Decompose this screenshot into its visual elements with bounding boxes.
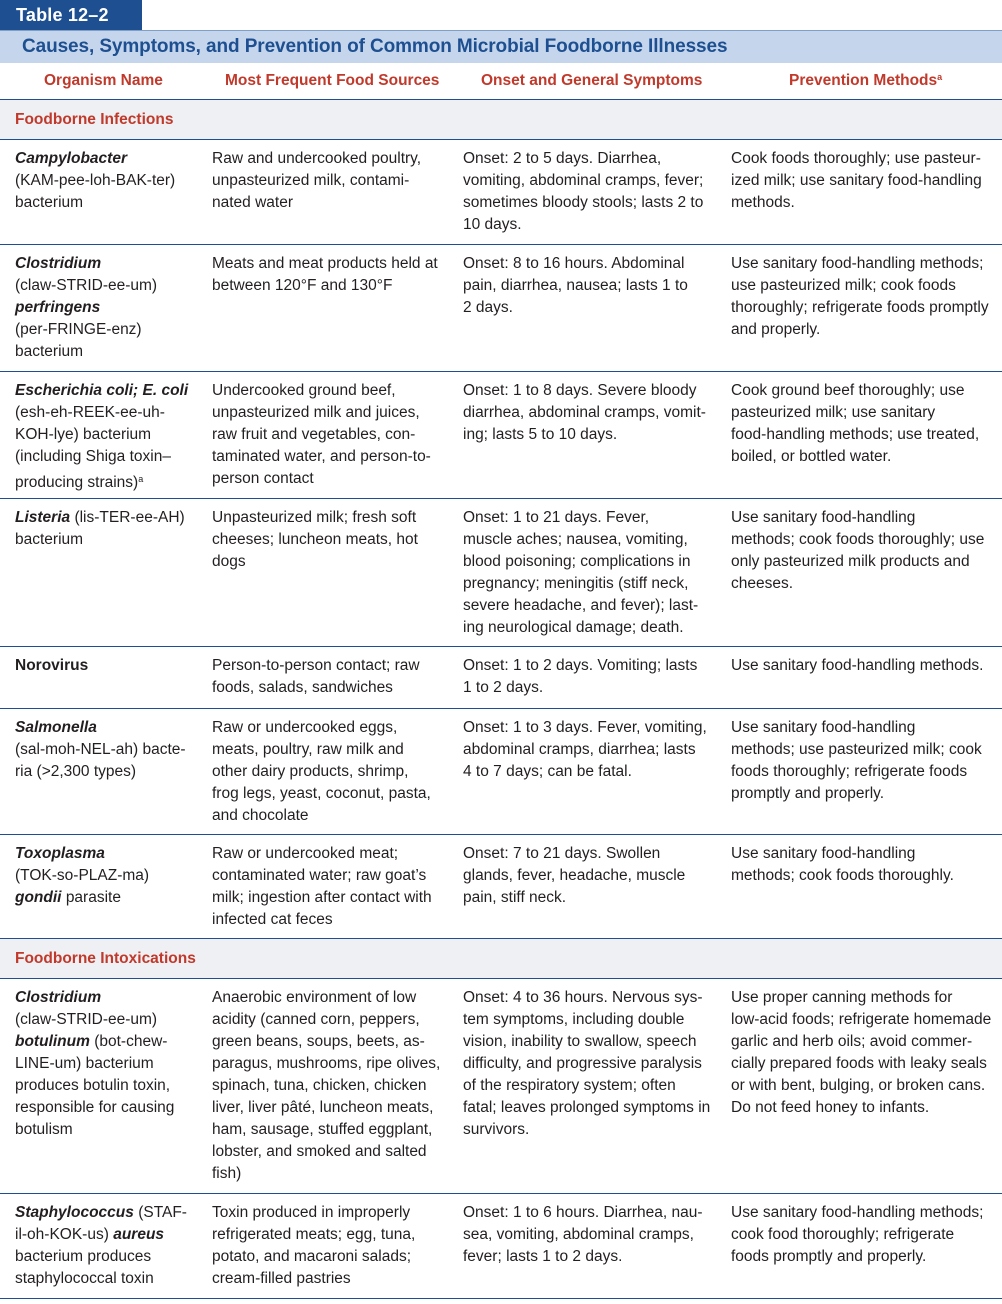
sources-cell: Raw and undercooked poultry, unpasteurized milk, contami- nated water: [212, 150, 422, 211]
column-header-organism: Organism Name: [44, 72, 163, 89]
table-row-staphylococcus: [0, 1194, 1002, 1299]
table-row-salmonella: [0, 709, 1002, 835]
table-row-norovirus: [0, 647, 1002, 709]
prevention-cell: Use proper canning methods for low-acid foods; refrigerate homemade garlic and herb oils; avoid commer- cially prepared foods with leaky seals or with bent, bulging, or broken cans. Do not feed honey to infants.: [731, 989, 992, 1116]
section-foodborne-infections: [0, 100, 1002, 140]
prevention-cell: Use sanitary food-handling methods; cook foods thoroughly.: [731, 845, 954, 884]
section-title: Foodborne Infections: [15, 111, 174, 128]
symptoms-cell: Onset: 1 to 8 days. Severe bloody diarrhea, abdominal cramps, vomit- ing; lasts 5 to 10 days.: [463, 382, 706, 443]
table-row-campylobacter: [0, 140, 1002, 245]
column-header-prevention: [789, 72, 942, 90]
table-title-bar: [0, 30, 1002, 63]
table-row-clostridium-botulinum: [0, 979, 1002, 1194]
prevention-cell: Use sanitary food-handling methods; cook foods thoroughly; use only pasteurized milk products and cheeses.: [731, 509, 985, 592]
organism-cell: Clostridium (claw-STRID-ee-um) botulinum (bot-chew- LINE-um) bacterium produces botulin toxin, responsible for causing botulism: [15, 989, 175, 1138]
table-row-toxoplasma: [0, 835, 1002, 939]
symptoms-cell: Onset: 1 to 2 days. Vomiting; lasts 1 to 2 days.: [463, 657, 698, 696]
sources-cell: Raw or undercooked eggs, meats, poultry, raw milk and other dairy products, shrimp, frog legs, yeast, coconut, pasta, and chocolate: [212, 719, 431, 824]
symptoms-cell: Onset: 7 to 21 days. Swollen glands, fever, headache, muscle pain, stiff neck.: [463, 845, 686, 906]
prevention-cell: Use sanitary food-handling methods; use pasteurized milk; cook foods thoroughly; refrigerate foods promptly and properly.: [731, 719, 982, 802]
table-row-clostridium-perfringens: [0, 245, 1002, 372]
organism-cell: Norovirus: [15, 657, 89, 674]
table-row-listeria: [0, 499, 1002, 647]
section-foodborne-intoxications: [0, 939, 1002, 979]
symptoms-cell: Onset: 8 to 16 hours. Abdominal pain, diarrhea, nausea; lasts 1 to 2 days.: [463, 255, 688, 316]
organism-cell: Campylobacter (KAM-pee-loh-BAK-ter) bacterium: [15, 150, 176, 211]
sources-cell: Undercooked ground beef, unpasteurized milk and juices, raw fruit and vegetables, con- taminated water, and person-to- person contact: [212, 382, 431, 487]
column-header-prevention-text: Prevention Methods: [789, 72, 938, 89]
section-title: Foodborne Intoxications: [15, 950, 196, 967]
prevention-cell: Use sanitary food-handling methods; use pasteurized milk; cook foods thoroughly; refrigerate foods promptly and properly.: [731, 255, 989, 338]
table-row-ecoli: [0, 372, 1002, 499]
sources-cell: Unpasteurized milk; fresh soft cheeses; luncheon meats, hot dogs: [212, 509, 418, 570]
symptoms-cell: Onset: 1 to 21 days. Fever, muscle aches; nausea, vomiting, blood poisoning; complications in pregnancy; meningitis (stiff neck, severe headache, and fever); last- ing neurological damage; death.: [463, 509, 699, 636]
symptoms-cell: Onset: 1 to 3 days. Fever, vomiting, abdominal cramps, diarrhea; lasts 4 to 7 days; can be fatal.: [463, 719, 707, 780]
footnote-marker: a: [138, 474, 144, 484]
prevention-cell: Cook ground beef thoroughly; use pasteurized milk; use sanitary food-handling methods; use treated, boiled, or bottled water.: [731, 382, 980, 465]
organism-cell: Staphylococcus (STAF- il-oh-KOK-us) aureus bacterium produces staphylococcal toxin: [15, 1204, 187, 1287]
sources-cell: Toxin produced in improperly refrigerated meats; egg, tuna, potato, and macaroni salads; cream-filled pastries: [212, 1204, 416, 1287]
prevention-cell: Cook foods thoroughly; use pasteur- ized milk; use sanitary food-handling methods.: [731, 150, 982, 211]
prevention-cell: Use sanitary food-handling methods.: [731, 657, 984, 674]
column-header-sources: Most Frequent Food Sources: [225, 72, 440, 89]
sources-cell: Person-to-person contact; raw foods, salads, sandwiches: [212, 657, 420, 696]
sources-cell: Raw or undercooked meat; contaminated water; raw goat’s milk; ingestion after contact with infected cat feces: [212, 845, 432, 928]
organism-cell: Salmonella (sal-moh-NEL-ah) bacte- ria (>2,300 types): [15, 719, 186, 780]
sources-cell: Meats and meat products held at between 120°F and 130°F: [212, 255, 438, 294]
table-title: Causes, Symptoms, and Prevention of Common Microbial Foodborne Illnesses: [22, 36, 728, 57]
symptoms-cell: Onset: 2 to 5 days. Diarrhea, vomiting, abdominal cramps, fever; sometimes bloody stools; lasts 2 to 10 days.: [463, 150, 704, 233]
symptoms-cell: Onset: 1 to 6 hours. Diarrhea, nau- sea, vomiting, abdominal cramps, fever; lasts 1 to 2 days.: [463, 1204, 703, 1265]
column-header-row: [0, 63, 1002, 100]
organism-cell: Clostridium (claw-STRID-ee-um) perfringens (per-FRINGE-enz) bacterium: [15, 255, 158, 360]
footnote-marker: a: [937, 72, 943, 82]
organism-cell: Toxoplasma (TOK-so-PLAZ-ma) gondii parasite: [15, 845, 150, 906]
prevention-cell: Use sanitary food-handling methods; cook food thoroughly; refrigerate foods promptly and properly.: [731, 1204, 984, 1265]
sources-cell: Anaerobic environment of low acidity (canned corn, peppers, green beans, soups, beets, as- paragus, mushrooms, ripe olives, spinach, tuna, chicken, chicken liver, liver pâté, luncheon meats, ham, sausage, stuffed eggplant, lobster, and smoked and salted fish): [212, 989, 441, 1182]
column-header-symptoms: Onset and General Symptoms: [481, 72, 703, 89]
table-number-tab: Table 12–2: [0, 0, 142, 30]
symptoms-cell: Onset: 4 to 36 hours. Nervous sys- tem symptoms, including double vision, inability to swallow, speech difficulty, and progressive paralysis of the respiratory system; often fatal; leaves prolonged symptoms in survivors.: [463, 989, 711, 1138]
organism-cell: Listeria (lis-TER-ee-AH) bacterium: [15, 509, 185, 548]
organism-cell: Escherichia coli; E. coli (esh-eh-REEK-ee-uh- KOH-lye) bacterium (including Shiga toxin– producing strains)$^a$: [15, 382, 189, 491]
